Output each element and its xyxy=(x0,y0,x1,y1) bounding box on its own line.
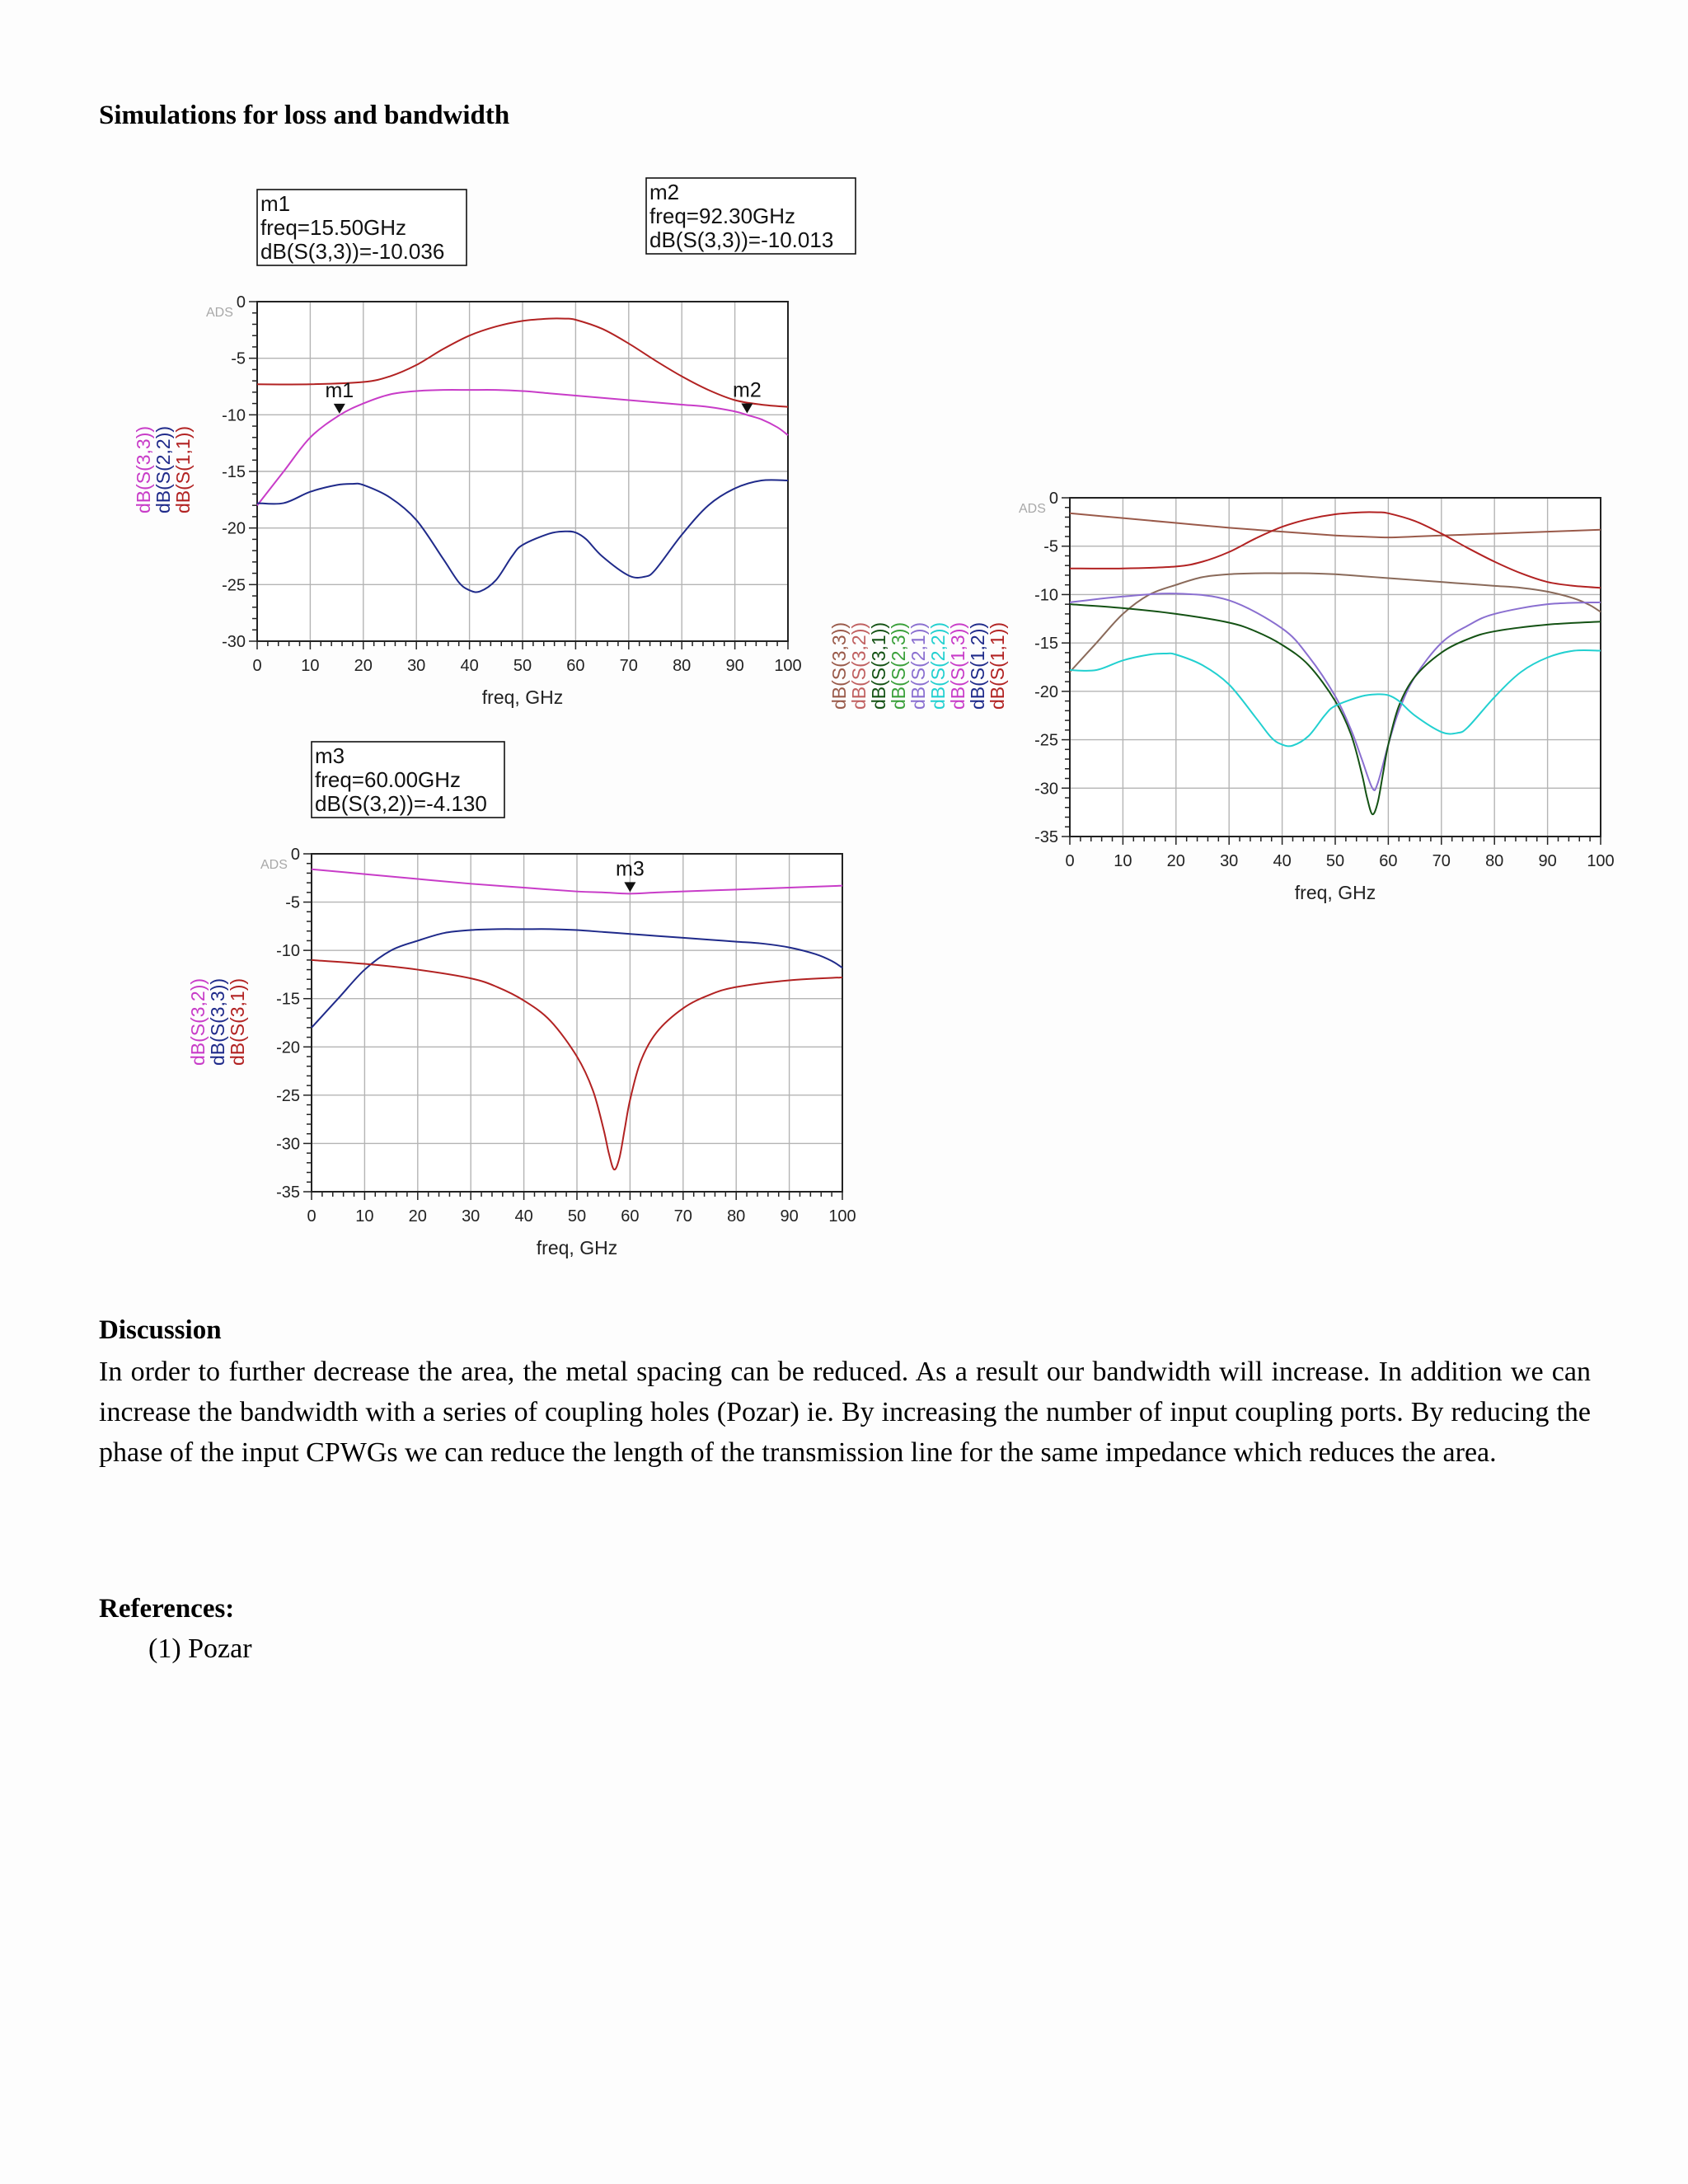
marker-label: m1 xyxy=(325,378,354,402)
y-tick-label: -35 xyxy=(1034,828,1058,846)
marker-readout-line: m3 xyxy=(315,743,345,768)
y-tick-label: -30 xyxy=(276,1135,300,1154)
x-tick-label: 80 xyxy=(673,657,692,675)
x-tick-label: 30 xyxy=(462,1207,481,1226)
chart-plot2 xyxy=(828,490,1615,903)
x-tick-label: 80 xyxy=(1485,852,1504,870)
x-tick-label: 90 xyxy=(1538,852,1557,870)
y-tick-label: -5 xyxy=(285,893,300,912)
x-tick-label: 0 xyxy=(252,657,262,675)
y-tick-label: 0 xyxy=(290,846,300,864)
y-tick-label: -15 xyxy=(222,463,246,481)
marker-label: m2 xyxy=(733,378,762,402)
legend-label: dB(S(3,1)) xyxy=(868,621,889,710)
x-tick-label: 80 xyxy=(727,1207,746,1226)
legend-label: dB(S(1,1)) xyxy=(172,425,194,514)
y-tick-label: -10 xyxy=(222,406,246,425)
y-tick-label: -5 xyxy=(231,349,246,368)
legend-label: dB(S(2,2)) xyxy=(927,621,949,710)
references-heading: References: xyxy=(99,1594,235,1624)
x-tick-label: 90 xyxy=(780,1207,799,1226)
x-tick-label: 20 xyxy=(408,1207,427,1226)
y-tick-label: -25 xyxy=(276,1086,300,1105)
x-tick-label: 10 xyxy=(355,1207,374,1226)
y-tick-label: -10 xyxy=(276,942,300,961)
chart-plot1 xyxy=(133,178,856,708)
x-axis-label: freq, GHz xyxy=(536,1237,618,1258)
x-tick-label: 40 xyxy=(514,1207,533,1226)
x-tick-label: 20 xyxy=(354,657,373,675)
legend-label: dB(S(1,1)) xyxy=(987,621,1008,710)
legend-label: dB(S(1,2)) xyxy=(967,621,988,710)
x-tick-label: 100 xyxy=(828,1207,856,1226)
marker-readout-line: dB(S(3,3))=-10.013 xyxy=(649,227,834,252)
ads-watermark: ADS xyxy=(206,306,233,320)
marker-readout-line: freq=15.50GHz xyxy=(260,215,407,240)
y-tick-label: -5 xyxy=(1043,537,1058,556)
x-tick-label: 100 xyxy=(774,657,802,675)
y-tick-label: -15 xyxy=(1034,635,1058,654)
y-tick-label: -20 xyxy=(222,519,246,538)
y-tick-label: -35 xyxy=(276,1183,300,1202)
legend-label: dB(S(1,3)) xyxy=(947,621,968,710)
marker-label: m3 xyxy=(616,857,645,881)
x-tick-label: 50 xyxy=(513,657,532,675)
ads-watermark: ADS xyxy=(260,858,288,872)
marker-readout-line: m2 xyxy=(649,180,680,204)
legend-label: dB(S(3,2)) xyxy=(848,621,870,710)
y-tick-label: -30 xyxy=(1034,780,1058,799)
y-tick-label: -25 xyxy=(222,576,246,595)
x-tick-label: 60 xyxy=(566,657,585,675)
x-tick-label: 60 xyxy=(1379,852,1398,870)
x-tick-label: 40 xyxy=(1273,852,1292,870)
discussion-heading: Discussion xyxy=(99,1315,222,1345)
chart-plot3 xyxy=(187,742,856,1258)
y-tick-label: -20 xyxy=(276,1038,300,1057)
x-tick-label: 20 xyxy=(1166,852,1185,870)
x-tick-label: 50 xyxy=(567,1207,587,1226)
x-tick-label: 0 xyxy=(307,1207,316,1226)
x-tick-label: 30 xyxy=(407,657,426,675)
y-tick-label: 0 xyxy=(236,293,246,312)
y-tick-label: -25 xyxy=(1034,731,1058,750)
x-tick-label: 40 xyxy=(460,657,479,675)
x-tick-label: 90 xyxy=(725,657,744,675)
y-tick-label: -10 xyxy=(1034,586,1058,605)
y-tick-label: 0 xyxy=(1048,490,1058,508)
y-tick-label: -15 xyxy=(276,990,300,1009)
discussion-paragraph: In order to further decrease the area, the metal spacing can be reduced. As a result our bandwidth will increase. In addition we can increase the bandwidth with a series of coupling holes (Pozar) ie. By increasing the number of input coupling ports. By reducing the phase of the input CPWGs we can reduce the length of the transmission line for the same impedance which reduces the area. xyxy=(99,1357,1591,1468)
x-tick-label: 100 xyxy=(1587,852,1615,870)
section-heading: Simulations for loss and bandwidth xyxy=(99,101,510,130)
reference-item: (1) Pozar xyxy=(148,1633,252,1664)
x-tick-label: 70 xyxy=(619,657,638,675)
legend-label: dB(S(3,1)) xyxy=(227,977,248,1066)
x-tick-label: 70 xyxy=(673,1207,692,1226)
legend-label: dB(S(2,2)) xyxy=(152,425,174,514)
marker-readout-line: dB(S(3,2))=-4.130 xyxy=(315,791,487,816)
x-tick-label: 60 xyxy=(621,1207,640,1226)
marker-readout-line: dB(S(3,3))=-10.036 xyxy=(260,239,445,264)
x-tick-label: 50 xyxy=(1325,852,1345,870)
x-tick-label: 70 xyxy=(1432,852,1451,870)
y-tick-label: -30 xyxy=(222,633,246,651)
legend-label: dB(S(2,3)) xyxy=(888,621,909,710)
legend-label: dB(S(3,3)) xyxy=(133,425,154,514)
legend-label: dB(S(3,3)) xyxy=(207,977,228,1066)
marker-readout-line: freq=60.00GHz xyxy=(315,767,462,792)
legend-label: dB(S(3,3)) xyxy=(828,621,850,710)
legend-label: dB(S(3,2)) xyxy=(187,977,209,1066)
x-tick-label: 30 xyxy=(1220,852,1239,870)
ads-watermark: ADS xyxy=(1019,502,1046,516)
x-axis-label: freq, GHz xyxy=(1294,882,1376,903)
x-tick-label: 0 xyxy=(1065,852,1075,870)
x-axis-label: freq, GHz xyxy=(481,687,564,708)
marker-readout-line: m1 xyxy=(260,191,291,216)
x-tick-label: 10 xyxy=(301,657,320,675)
marker-readout-line: freq=92.30GHz xyxy=(649,204,796,228)
y-tick-label: -20 xyxy=(1034,682,1058,701)
x-tick-label: 10 xyxy=(1114,852,1132,870)
legend-label: dB(S(2,1)) xyxy=(907,621,929,710)
